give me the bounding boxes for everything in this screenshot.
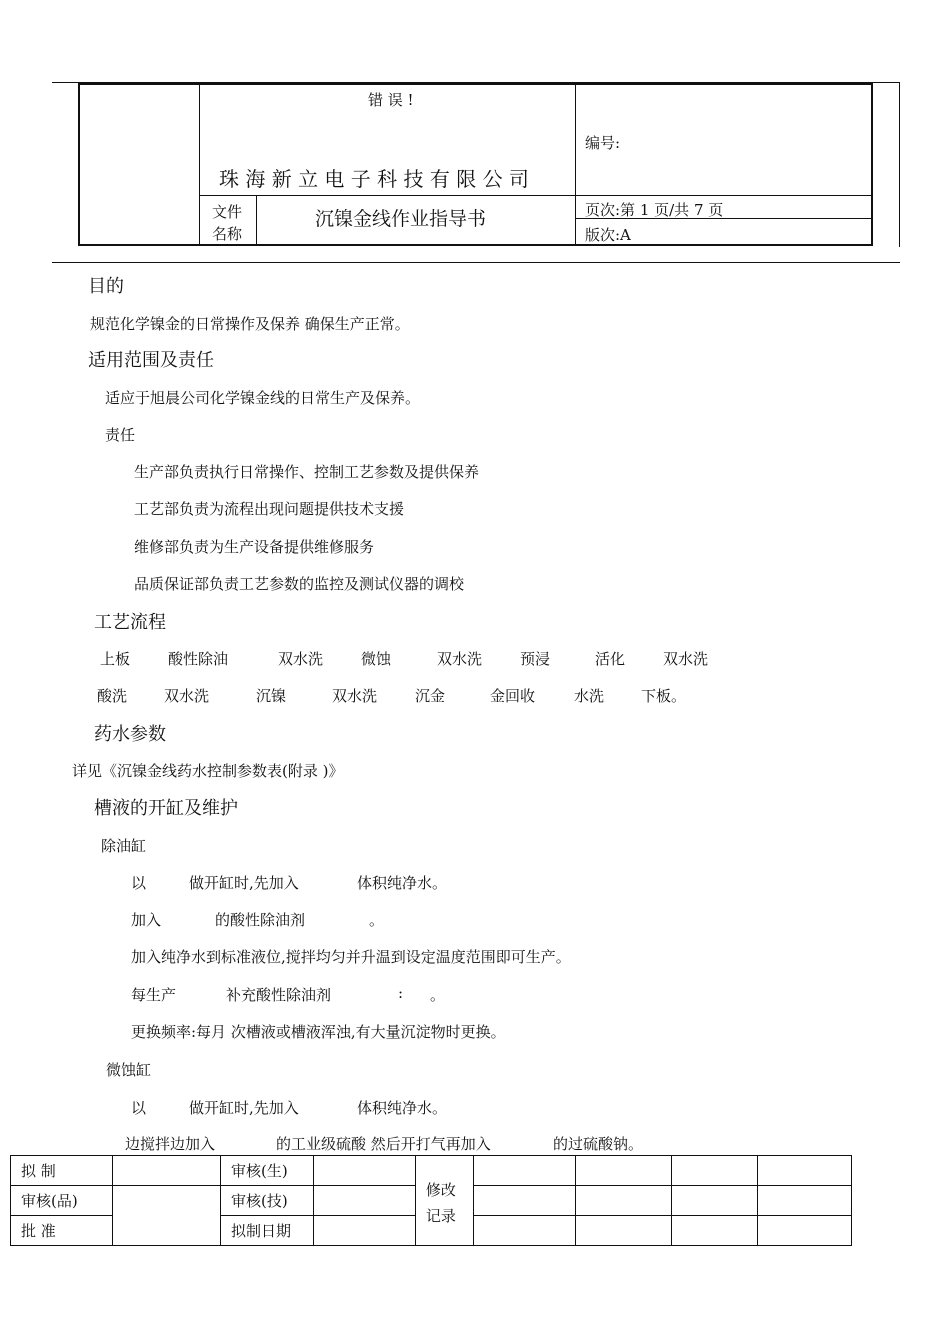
flow-step: 双水洗: [278, 650, 324, 668]
flow-step: 水洗: [574, 687, 605, 705]
revision-cell: [672, 1186, 758, 1216]
header-border-left: [78, 83, 80, 246]
flow-step: 预浸: [520, 650, 551, 668]
draft-date-value: [314, 1216, 415, 1246]
right-edge-line: [899, 82, 900, 247]
section-chemical-title: 药水参数: [94, 724, 166, 745]
tank-line-part: 加入纯净水到标准液位,搅拌均匀并升温到设定温度范围即可生产。: [131, 948, 571, 966]
tank-degrease-title: 除油缸: [101, 837, 147, 855]
revision-cell: [575, 1156, 671, 1186]
flow-step: 沉镍: [256, 687, 287, 705]
flow-step: 下板。: [641, 687, 687, 705]
revision-cell: [474, 1156, 575, 1186]
revision-label-1: 修改: [425, 1180, 456, 1199]
section-scope-title: 适用范围及责任: [88, 350, 214, 371]
tank-line-part: 做开缸时,先加入: [189, 1099, 299, 1117]
doc-name-label-1: 文件: [212, 203, 243, 221]
number-label: 编号:: [585, 134, 621, 152]
header-row-divider: [199, 195, 872, 196]
tank-line-part: 加入: [131, 911, 162, 929]
header-bottom-rule: [52, 262, 900, 263]
tank-line-part: 。: [369, 911, 385, 929]
flow-step: 双水洗: [164, 687, 210, 705]
draft-date-label: 拟制日期: [220, 1216, 313, 1246]
section-purpose-text: 规范化学镍金的日常操作及保养 确保生产正常。: [90, 315, 410, 333]
responsibility-item: 工艺部负责为流程出现问题提供技术支援: [134, 500, 405, 518]
revision-cell: [758, 1216, 852, 1246]
review-tech-value: [314, 1186, 415, 1216]
tank-line-part: 补充酸性除油剂: [226, 986, 332, 1004]
tank-line-part: 边搅拌边加入: [125, 1135, 216, 1153]
tank-microetch-title: 微蚀缸: [106, 1061, 152, 1079]
flow-step: 酸洗: [97, 687, 128, 705]
doc-name-label-2: 名称: [212, 225, 243, 243]
revision-label-cell: [415, 1156, 473, 1246]
review-tech-label: 审核(技): [220, 1186, 313, 1216]
header-border-bottom: [78, 244, 873, 246]
section-tank-title: 槽液的开缸及维护: [94, 798, 238, 819]
company-name: 珠 海 新 立 电 子 科 技 有 限 公 司: [219, 167, 529, 191]
section-scope-text: 适应于旭晨公司化学镍金线的日常生产及保养。: [105, 389, 421, 407]
version: 版次:A: [585, 226, 631, 244]
tank-line-part: 的酸性除油剂: [215, 911, 306, 929]
tank-line-part: 。: [430, 986, 446, 1004]
tank-line-part: 以: [131, 874, 147, 892]
responsibility-label: 责任: [105, 426, 136, 444]
flow-step: 沉金: [415, 687, 446, 705]
review-prod-label: 审核(生): [220, 1156, 313, 1186]
draft-label: 拟 制: [11, 1156, 113, 1186]
header-divider-logo: [199, 83, 200, 246]
draft-value: [113, 1156, 221, 1186]
flow-step: 金回收: [490, 687, 536, 705]
tank-line-part: 体积纯净水。: [357, 1099, 448, 1117]
flow-step: 活化: [595, 650, 626, 668]
tank-line-part: 以: [131, 1099, 147, 1117]
responsibility-item: 维修部负责为生产设备提供维修服务: [134, 538, 375, 556]
tank-line-part: 的过硫酸钠。: [553, 1135, 644, 1153]
header-divider-right: [575, 83, 576, 246]
flow-step: 双水洗: [332, 687, 378, 705]
header-border-right: [871, 83, 873, 246]
section-chemical-text: 详见《沉镍金线药水控制参数表(附录 )》: [72, 762, 344, 780]
revision-cell: [474, 1216, 575, 1246]
tank-line-part: 的工业级硫酸 然后开打气再加入: [276, 1135, 491, 1153]
revision-cell: [758, 1156, 852, 1186]
header-divider-title-label: [256, 195, 257, 246]
approval-table: [10, 1155, 852, 1246]
revision-cell: [672, 1156, 758, 1186]
doc-title: 沉镍金线作业指导书: [315, 208, 487, 230]
flow-step: 酸性除油: [168, 650, 229, 668]
flow-step: 微蚀: [361, 650, 392, 668]
revision-label-2: 记录: [425, 1206, 456, 1225]
responsibility-item: 生产部负责执行日常操作、控制工艺参数及提供保养: [134, 463, 480, 481]
review-qa-value: [113, 1186, 221, 1246]
review-prod-value: [314, 1156, 415, 1186]
section-process-title: 工艺流程: [94, 612, 166, 633]
flow-step: 双水洗: [437, 650, 483, 668]
header-border-top: [78, 83, 873, 85]
page-info: 页次:第 1 页/共 7 页: [585, 201, 724, 219]
revision-cell: [672, 1216, 758, 1246]
tank-line-part: 体积纯净水。: [357, 874, 448, 892]
tank-line-part: 做开缸时,先加入: [189, 874, 299, 892]
revision-cell: [758, 1186, 852, 1216]
tank-line-part: 每生产: [131, 986, 177, 1004]
revision-cell: [575, 1216, 671, 1246]
flow-step: 上板: [100, 650, 131, 668]
review-qa-label: 审核(品): [11, 1186, 113, 1216]
section-purpose-title: 目的: [88, 276, 124, 297]
tank-line-part: :: [398, 984, 404, 1002]
approve-label: 批 准: [11, 1216, 113, 1246]
tank-line-part: 更换频率:每月 次槽液或槽液浑浊,有大量沉淀物时更换。: [131, 1023, 506, 1041]
error-text: 错 误 !: [368, 91, 414, 109]
flow-step: 双水洗: [663, 650, 709, 668]
revision-cell: [575, 1186, 671, 1216]
responsibility-item: 品质保证部负责工艺参数的监控及测试仪器的调校: [134, 575, 465, 593]
revision-cell: [474, 1186, 575, 1216]
